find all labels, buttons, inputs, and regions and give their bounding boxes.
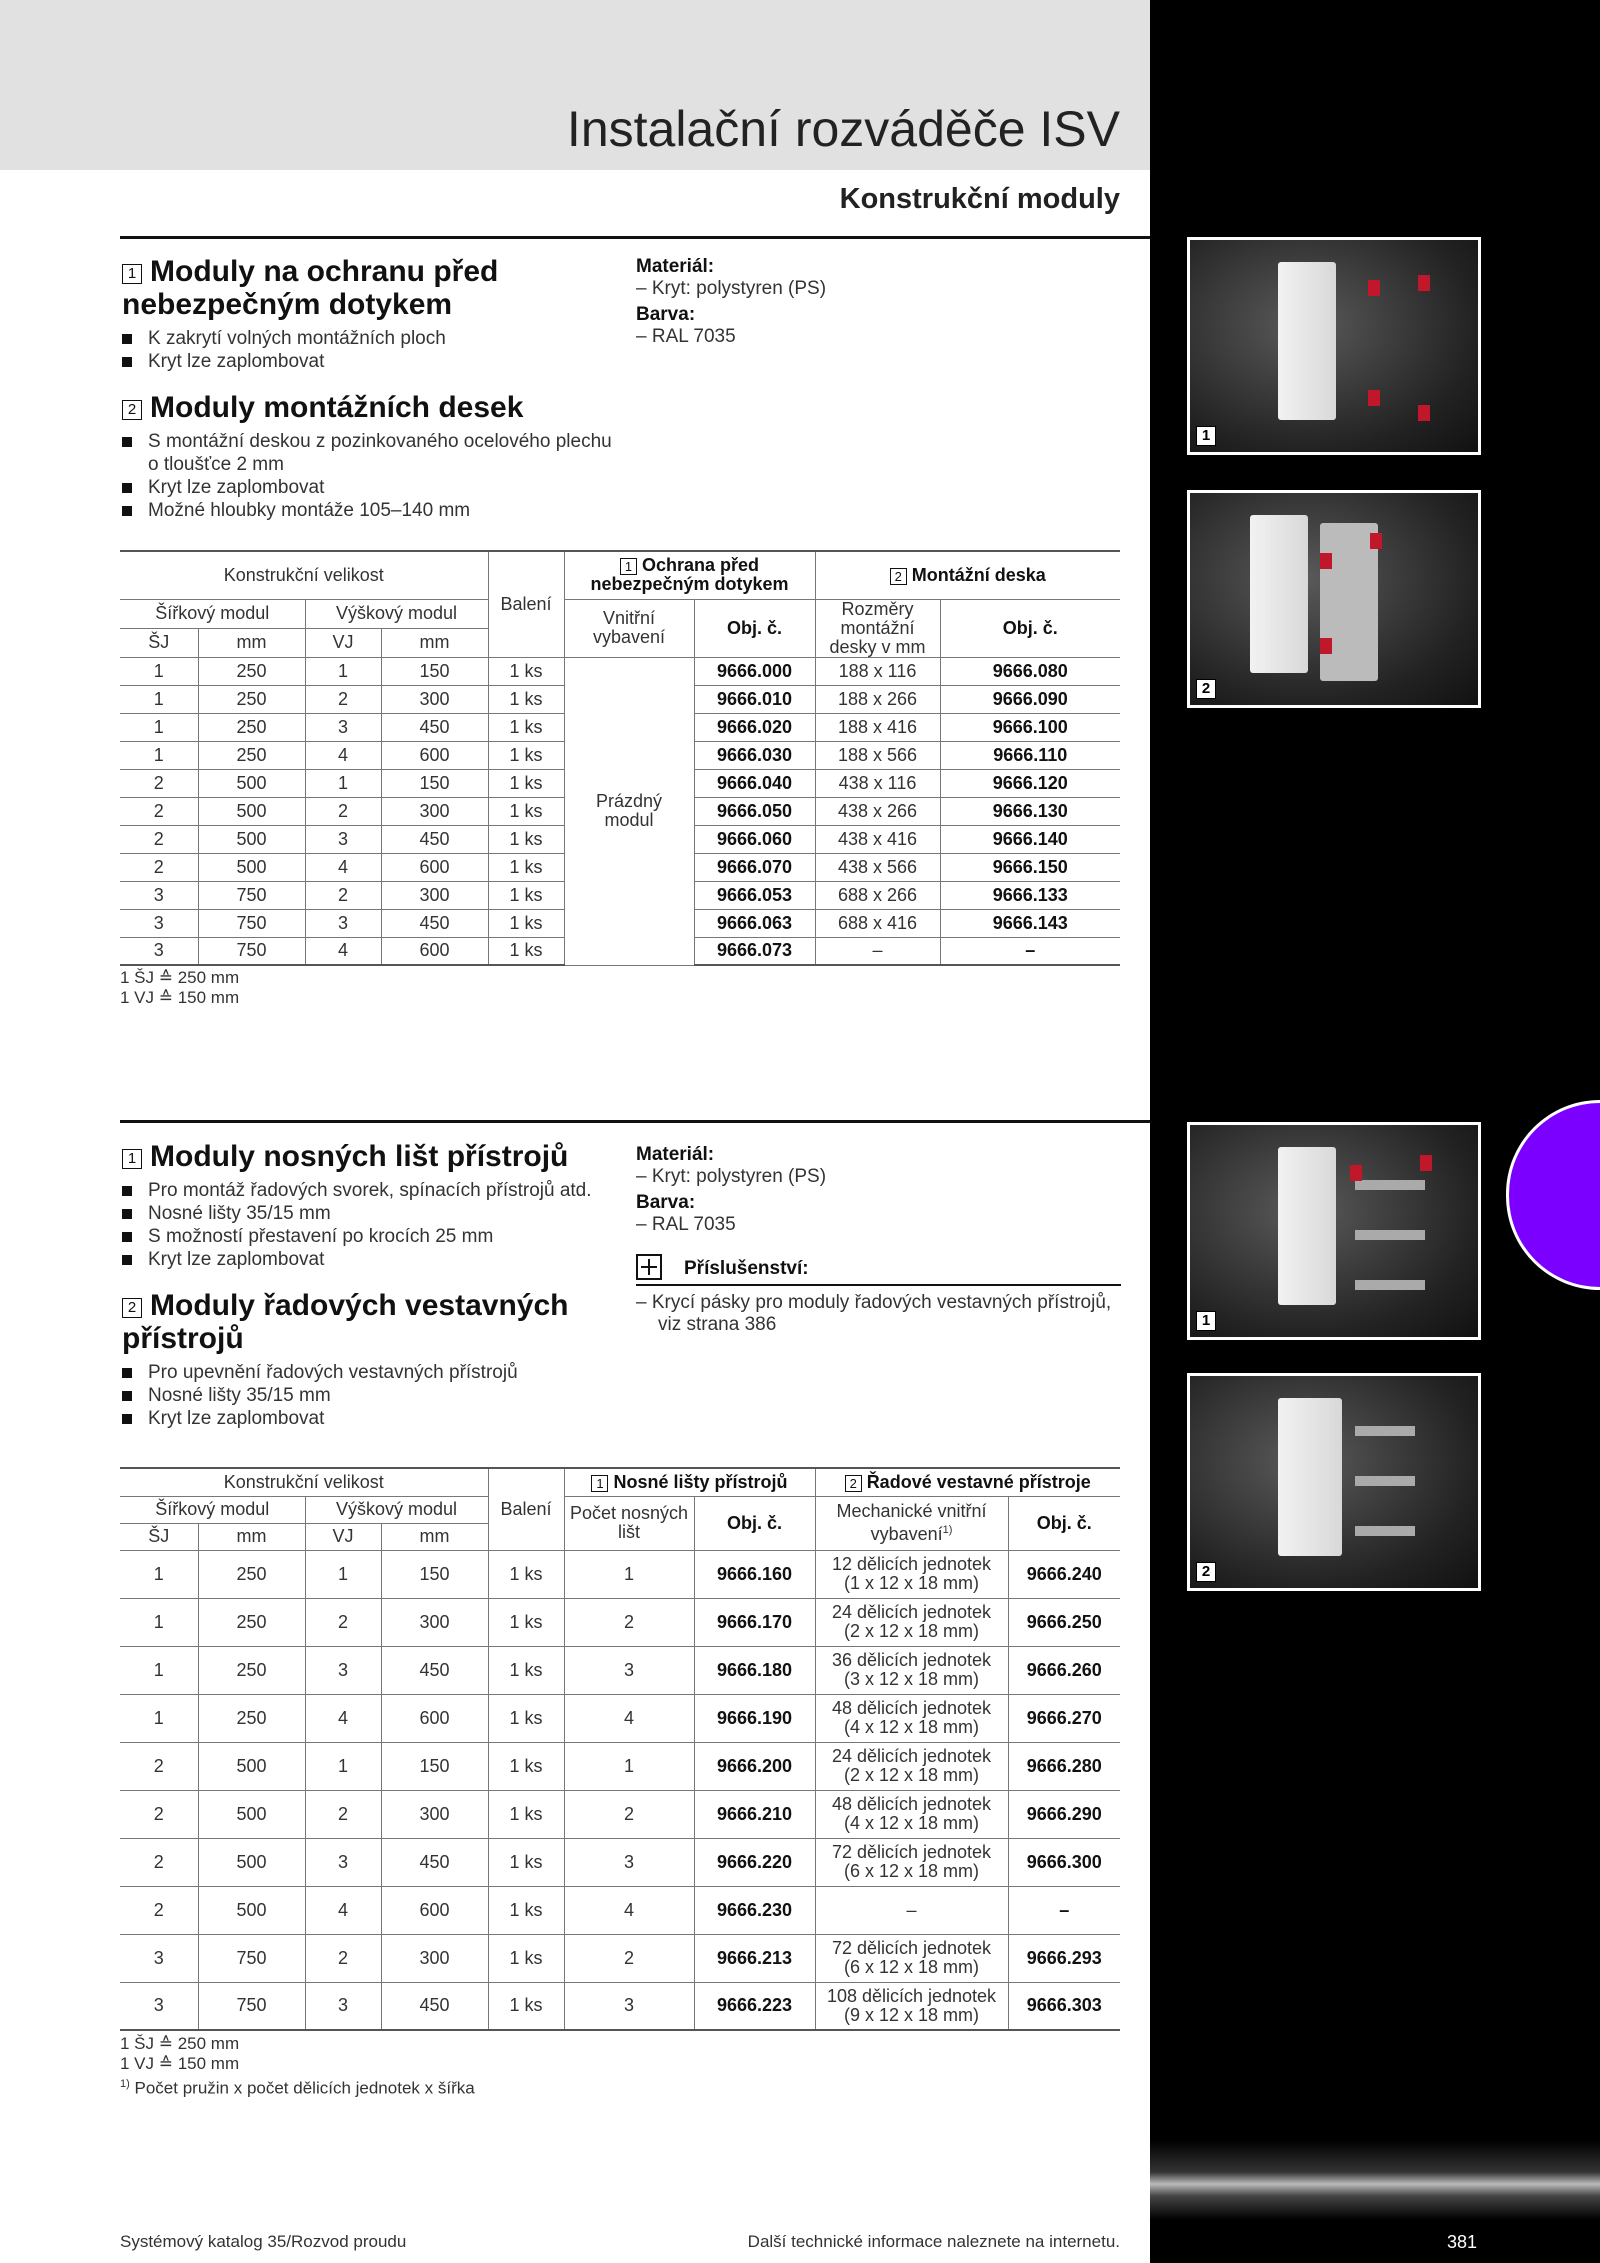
table-cell: 250 [198,1646,305,1694]
section-1-left [122,255,622,540]
bullet-list [122,1179,622,1271]
column-header: 2 Řadové vestavné přístroje [815,1468,1120,1496]
table-row [120,657,1120,685]
product-table-1 [120,550,1120,966]
column-header: Počet nosných lišt [564,1496,694,1550]
table-cell: 450 [381,1646,488,1694]
table-cell: 1 [305,657,381,685]
table-cell: 188 x 416 [815,713,940,741]
table-cell: 9666.240 [1008,1550,1120,1598]
table-cell: 438 x 566 [815,853,940,881]
table-cell: 9666.300 [1008,1838,1120,1886]
table-cell: 2 [120,1790,198,1838]
table-cell: 9666.100 [940,713,1120,741]
table-cell: 3 [564,1838,694,1886]
column-header: Šířkový modul [120,1496,305,1523]
table-cell: 12 dělicích jednotek (1 x 12 x 18 mm) [815,1550,1008,1598]
table-cell: 1 ks [488,713,564,741]
table-cell: 4 [305,741,381,769]
table-cell: 1 ks [488,853,564,881]
panel-light-strip [1150,2140,1600,2220]
column-header: Obj. č. [1008,1496,1120,1550]
table-cell: 1 ks [488,1982,564,2030]
table-cell: 2 [120,853,198,881]
column-header: ŠJ [120,1523,198,1550]
table-cell: 1 ks [488,1694,564,1742]
column-header: VJ [305,1523,381,1550]
table-cell: 500 [198,1886,305,1934]
table-cell: 2 [120,1886,198,1934]
table-cell: 9666.230 [694,1886,815,1934]
bullet-list [122,1361,622,1430]
column-header: Výškový modul [305,599,488,628]
table-row [120,1934,1120,1982]
table-cell: 1 [564,1550,694,1598]
table-cell: 9666.010 [694,685,815,713]
divider [120,1120,1150,1123]
table-cell: 450 [381,1982,488,2030]
table-cell: 1 [305,1742,381,1790]
table-cell: 3 [305,825,381,853]
column-header: ŠJ [120,628,198,657]
table-2-notes: 1 ŠJ ≙ 250 mm 1 VJ ≙ 150 mm $^{1)}$ Počet pružin x počet dělicích jednotek x šířka [120,2034,475,2098]
table-cell: 3 [564,1646,694,1694]
table-cell: 9666.133 [940,881,1120,909]
page-title: Instalační rozváděče ISV [566,101,1120,157]
table-cell: 9666.073 [694,937,815,965]
column-header: mm [198,1523,305,1550]
table-cell: 250 [198,657,305,685]
column-header: Mechanické vnitřní vybavení$^{1)}$ [815,1496,1008,1550]
table-cell: 450 [381,909,488,937]
table-cell: 9666.050 [694,797,815,825]
page-subtitle: Konstrukční moduly [839,183,1120,215]
bullet-item: Kryt lze zaplombovat [122,476,622,499]
table-cell: 3 [305,1982,381,2030]
table-cell: – [815,1886,1008,1934]
table-row [120,1598,1120,1646]
table-cell: 1 [120,1646,198,1694]
table-cell: – [1008,1886,1120,1934]
column-header: 2 Montážní deska [815,551,1120,599]
heading-touch-protection: 1 Moduly na ochranu před nebezpečným dotykem [122,255,499,321]
table-cell: 9666.270 [1008,1694,1120,1742]
table-cell: 2 [305,685,381,713]
table-cell: 750 [198,1982,305,2030]
product-photo-1 [1187,237,1481,455]
table-cell: 9666.170 [694,1598,815,1646]
table-cell: 250 [198,1598,305,1646]
column-header: Šířkový modul [120,599,305,628]
table-cell: 600 [381,1694,488,1742]
table-cell: 9666.260 [1008,1646,1120,1694]
table-cell: 3 [305,1838,381,1886]
table-cell: 2 [120,1838,198,1886]
table-cell: 300 [381,685,488,713]
table-cell: 3 [305,713,381,741]
table-cell: 48 dělicích jednotek (4 x 12 x 18 mm) [815,1694,1008,1742]
table-cell: 1 [120,741,198,769]
table-cell: 450 [381,825,488,853]
table-cell: 2 [120,1742,198,1790]
table-cell: 500 [198,1742,305,1790]
column-header: VJ [305,628,381,657]
table-cell: 1 [305,1550,381,1598]
table-cell: 1 ks [488,937,564,965]
table-cell: 4 [305,1694,381,1742]
table-cell: 1 ks [488,881,564,909]
table-cell: 9666.150 [940,853,1120,881]
table-cell: 9666.180 [694,1646,815,1694]
table-cell: 2 [120,797,198,825]
table-cell: 2 [305,1790,381,1838]
photo-label: 1 [1196,426,1216,446]
table-row [120,1646,1120,1694]
table-cell: 600 [381,1886,488,1934]
bullet-item: Nosné lišty 35/15 mm [122,1202,622,1225]
table-cell: 9666.130 [940,797,1120,825]
table-cell: 1 ks [488,657,564,685]
table-cell: 2 [305,1598,381,1646]
column-header: mm [198,628,305,657]
table-cell: 150 [381,1742,488,1790]
table-cell: 2 [564,1934,694,1982]
bullet-item: Pro montáž řadových svorek, spínacích přístrojů atd. [122,1179,622,1202]
table-cell: 4 [305,1886,381,1934]
table-cell: 688 x 416 [815,909,940,937]
table-cell: 750 [198,937,305,965]
table-cell: 1 ks [488,825,564,853]
table-cell: 3 [305,1646,381,1694]
table-cell: 500 [198,1838,305,1886]
table-cell: 4 [564,1694,694,1742]
table-cell: 9666.190 [694,1694,815,1742]
table-cell: 250 [198,713,305,741]
heading-din-rails: 1 Moduly nosných lišt přístrojů [122,1140,622,1173]
table-row [120,1838,1120,1886]
table-cell: 9666.303 [1008,1982,1120,2030]
column-header: 1 Ochrana před nebezpečným dotykem [564,551,815,599]
table-row [120,1982,1120,2030]
table-cell: 250 [198,1550,305,1598]
table-cell: 36 dělicích jednotek (3 x 12 x 18 mm) [815,1646,1008,1694]
table-cell: 500 [198,825,305,853]
table-cell: 1 ks [488,1886,564,1934]
table-cell: 3 [120,909,198,937]
bullet-item: Pro upevnění řadových vestavných přístrojů [122,1361,622,1384]
bullet-item: K zakrytí volných montážních ploch [122,327,622,350]
table-row [120,1550,1120,1598]
table-cell: 188 x 266 [815,685,940,713]
table-cell: 1 ks [488,909,564,937]
table-cell: 1 ks [488,1934,564,1982]
table-cell: Prázdný modul [564,657,694,965]
table-cell: – [940,937,1120,965]
divider [120,236,1150,239]
table-cell: 9666.280 [1008,1742,1120,1790]
photo-label: 2 [1196,1562,1216,1582]
table-cell: 2 [120,825,198,853]
table-cell: 600 [381,937,488,965]
column-header: Rozměry montážní desky v mm [815,599,940,657]
table-cell: 3 [564,1982,694,2030]
table-cell: 9666.223 [694,1982,815,2030]
table-cell: 450 [381,1838,488,1886]
material-info-1: Materiál: – Kryt: polystyren (PS) Barva: – RAL 7035 [636,256,827,347]
table-cell: 9666.053 [694,881,815,909]
bullet-item: S možností přestavení po krocích 25 mm [122,1225,622,1248]
table-cell: 750 [198,1934,305,1982]
table-cell: 250 [198,1694,305,1742]
table-cell: 438 x 416 [815,825,940,853]
table-cell: 150 [381,657,488,685]
table-cell: 24 dělicích jednotek (2 x 12 x 18 mm) [815,1598,1008,1646]
table-cell: 4 [564,1886,694,1934]
photo-label: 1 [1196,1311,1216,1331]
accessories-heading: Příslušenství: [636,1254,1121,1286]
table-cell: 72 dělicích jednotek (6 x 12 x 18 mm) [815,1934,1008,1982]
plus-icon [636,1254,662,1280]
footer-catalog: Systémový katalog 35/Rozvod proudu [120,2232,407,2251]
table-cell: 3 [120,1982,198,2030]
table-cell: 3 [120,937,198,965]
table-cell: 9666.220 [694,1838,815,1886]
table-cell: 1 [120,657,198,685]
table-row [120,1886,1120,1934]
table-cell: 250 [198,741,305,769]
table-cell: 72 dělicích jednotek (6 x 12 x 18 mm) [815,1838,1008,1886]
table-cell: 3 [120,1934,198,1982]
table-1-notes: 1 ŠJ ≙ 250 mm 1 VJ ≙ 150 mm [120,968,240,1007]
column-header: Vnitřní vybavení [564,599,694,657]
table-cell: 9666.090 [940,685,1120,713]
table-row [120,1742,1120,1790]
table-cell: 9666.210 [694,1790,815,1838]
table-cell: 9666.040 [694,769,815,797]
column-header: mm [381,1523,488,1550]
column-header: Balení [488,551,564,657]
table-cell: 9666.200 [694,1742,815,1790]
table-cell: 1 ks [488,797,564,825]
table-cell: 688 x 266 [815,881,940,909]
table-cell: 24 dělicích jednotek (2 x 12 x 18 mm) [815,1742,1008,1790]
table-cell: 1 [120,713,198,741]
table-cell: 108 dělicích jednotek (9 x 12 x 18 mm) [815,1982,1008,2030]
table-cell: 438 x 266 [815,797,940,825]
table-cell: 500 [198,853,305,881]
bullet-list [122,430,622,522]
table-cell: 9666.250 [1008,1598,1120,1646]
table-cell: 1 ks [488,1838,564,1886]
table-cell: 300 [381,797,488,825]
table-cell: 300 [381,1598,488,1646]
table-cell: 188 x 116 [815,657,940,685]
table-cell: 1 ks [488,1790,564,1838]
material-info-2: Materiál: – Kryt: polystyren (PS) Barva: – RAL 7035 Příslušenství: – Krycí pásky pro moduly řadových vestavných přístrojů, viz strana 386 [636,1140,1136,1336]
accessory-link-text: – Krycí pásky pro moduly řadových vestavných přístrojů, viz strana 386 [636,1292,1112,1335]
table-cell: 150 [381,1550,488,1598]
column-header: Konstrukční velikost [120,551,488,599]
section-2-left [122,1140,622,1448]
column-header: mm [381,628,488,657]
table-cell: 1 [120,685,198,713]
table-cell: 4 [305,853,381,881]
page-number: 381 [1447,2232,1478,2252]
bullet-item: Kryt lze zaplombovat [122,1248,622,1271]
bullet-item: Možné hloubky montáže 105–140 mm [122,499,622,522]
table-cell: 1 ks [488,741,564,769]
table-cell: 2 [120,769,198,797]
table-cell: 750 [198,909,305,937]
column-header: Výškový modul [305,1496,488,1523]
table-row [120,1790,1120,1838]
table-cell: 9666.290 [1008,1790,1120,1838]
column-header: Obj. č. [694,599,815,657]
table-cell: 48 dělicích jednotek (4 x 12 x 18 mm) [815,1790,1008,1838]
table-cell: 1 [305,769,381,797]
table-cell: 188 x 566 [815,741,940,769]
product-table-2 [120,1467,1120,2031]
table-cell: 1 [564,1742,694,1790]
table-cell: 9666.213 [694,1934,815,1982]
table-cell: 4 [305,937,381,965]
table-cell: 9666.140 [940,825,1120,853]
table-cell: 1 [120,1694,198,1742]
column-header: Obj. č. [694,1496,815,1550]
table-cell: 1 ks [488,685,564,713]
table-cell: 450 [381,713,488,741]
table-cell: 1 ks [488,1646,564,1694]
table-cell: 1 [120,1598,198,1646]
table-cell: 250 [198,685,305,713]
table-cell: 9666.020 [694,713,815,741]
table-cell: 9666.060 [694,825,815,853]
table-cell: 300 [381,881,488,909]
table-cell: 300 [381,1934,488,1982]
product-photo-4 [1187,1373,1481,1591]
table-cell: 2 [305,1934,381,1982]
table-cell: 1 ks [488,1598,564,1646]
table-cell: 2 [305,881,381,909]
table-cell: 500 [198,769,305,797]
column-header: Konstrukční velikost [120,1468,488,1496]
table-cell: 9666.293 [1008,1934,1120,1982]
footer-info: Další technické informace naleznete na internetu. [747,2232,1120,2251]
column-header: Balení [488,1468,564,1550]
table-cell: 9666.000 [694,657,815,685]
table-cell: 300 [381,1790,488,1838]
table-cell: 9666.030 [694,741,815,769]
photo-label: 2 [1196,679,1216,699]
table-cell: 9666.080 [940,657,1120,685]
bullet-list [122,327,622,373]
bullet-item: Kryt lze zaplombovat [122,350,622,373]
table-cell: 9666.070 [694,853,815,881]
table-cell: 9666.143 [940,909,1120,937]
product-photo-2 [1187,490,1481,708]
product-photo-3 [1187,1122,1481,1340]
table-cell: 3 [305,909,381,937]
table-row [120,1694,1120,1742]
column-header: 1 Nosné lišty přístrojů [564,1468,815,1496]
table-cell: 9666.160 [694,1550,815,1598]
bullet-item: Kryt lze zaplombovat [122,1407,622,1430]
table-cell: 9666.110 [940,741,1120,769]
table-cell: 1 ks [488,1742,564,1790]
table-cell: 9666.120 [940,769,1120,797]
table-cell: 1 [120,1550,198,1598]
table-cell: 600 [381,853,488,881]
table-cell: 2 [564,1790,694,1838]
bullet-item: S montážní deskou z pozinkovaného ocelového plechu o tloušťce 2 mm [122,430,622,476]
table-cell: 1 ks [488,1550,564,1598]
heading-modular-devices: 2 Moduly řadových vestavných přístrojů [122,1289,569,1355]
table-cell: 438 x 116 [815,769,940,797]
heading-mounting-plates: 2 Moduly montážních desek [122,391,622,424]
table-cell: 150 [381,769,488,797]
table-cell: 9666.063 [694,909,815,937]
table-cell: 1 ks [488,769,564,797]
table-cell: – [815,937,940,965]
table-cell: 500 [198,1790,305,1838]
table-cell: 2 [564,1598,694,1646]
table-cell: 2 [305,797,381,825]
table-cell: 600 [381,741,488,769]
table-cell: 3 [120,881,198,909]
table-cell: 750 [198,881,305,909]
bullet-item: Nosné lišty 35/15 mm [122,1384,622,1407]
table-cell: 500 [198,797,305,825]
column-header: Obj. č. [940,599,1120,657]
